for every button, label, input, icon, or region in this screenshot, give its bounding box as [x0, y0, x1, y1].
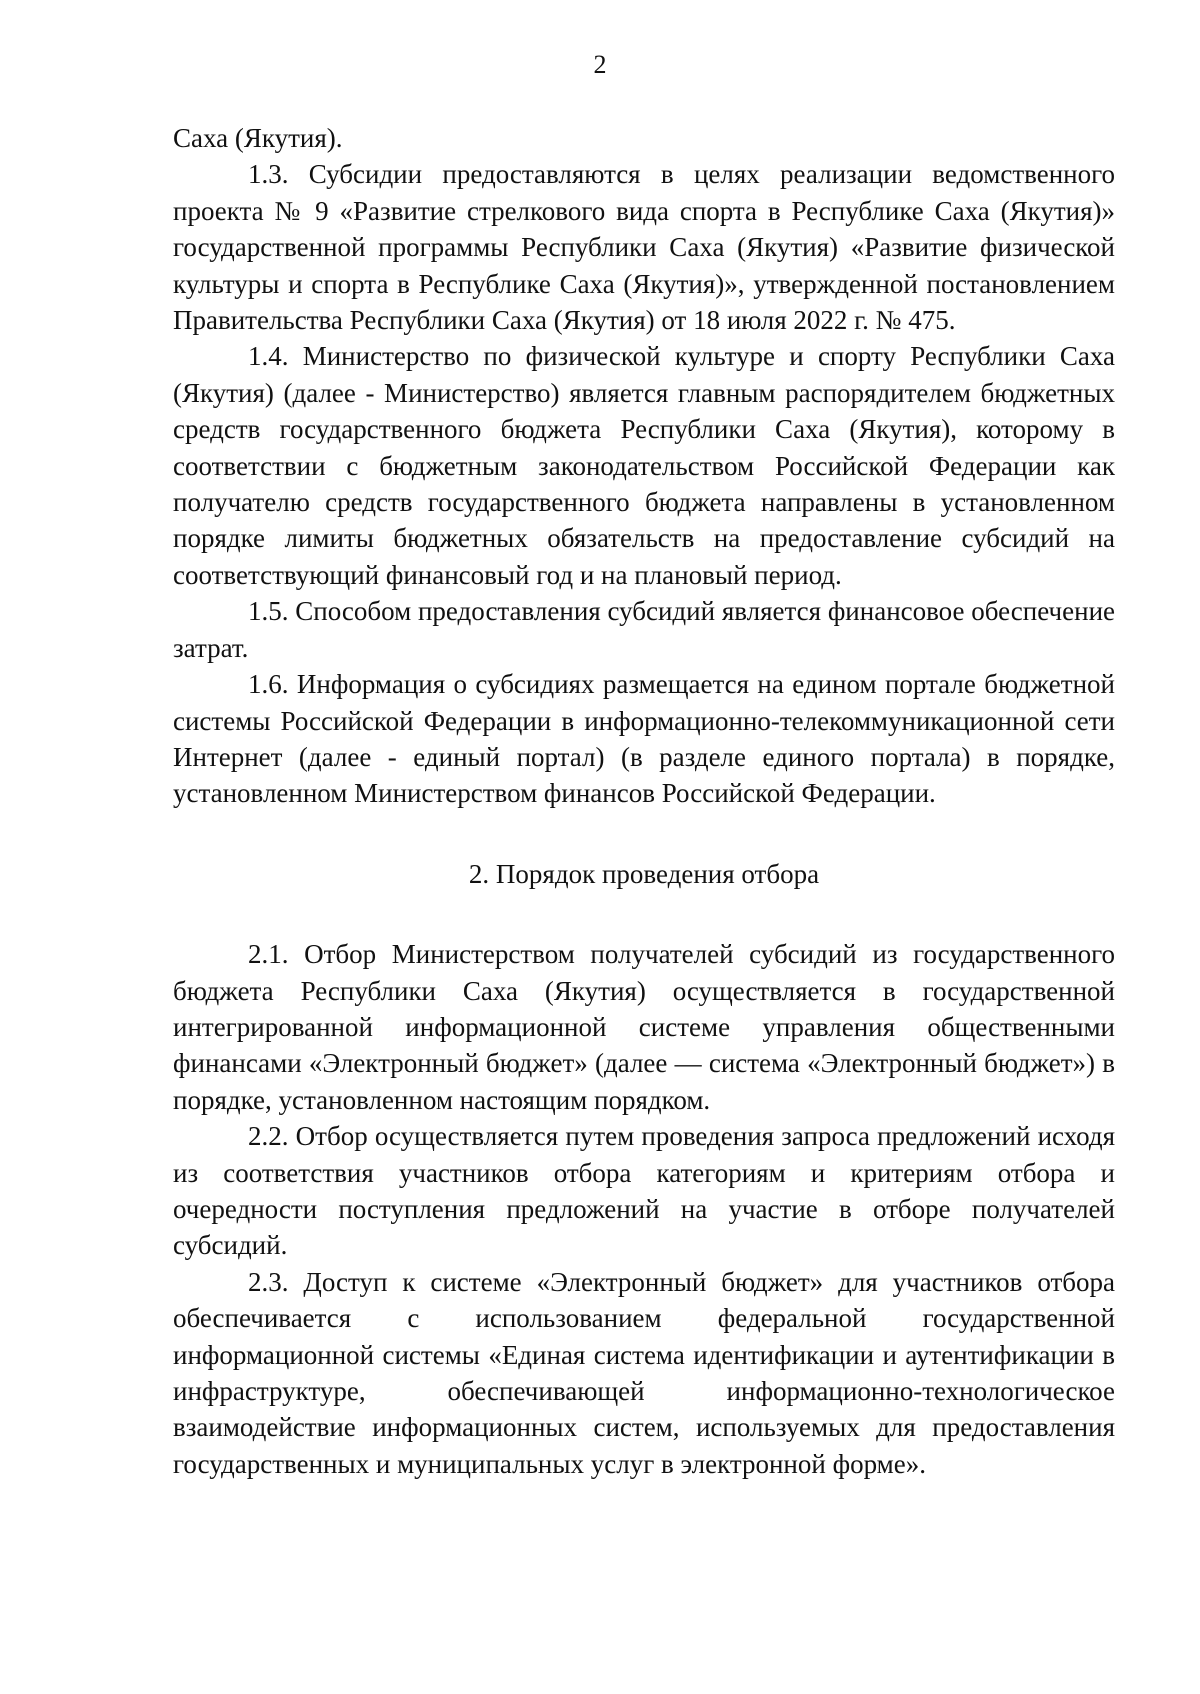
paragraph-1-4: 1.4. Министерство по физической культуре и спорту Республики Саха (Якутия) (далее - Министерство) является главным распорядителем бюджетных средств государственного бюджета Республики Саха (Якутия), которому в соответствии с бюджетным законодательством Российской Федерации как получателю средств государственного бюджета направлены в установленном порядке лимиты бюджетных обязательств на предоставление субсидий на соответствующий финансовый год и на плановый период. — [173, 341, 1115, 590]
paragraph-1-5: 1.5. Способом предоставления субсидий является финансовое обеспечение затрат. — [173, 596, 1115, 663]
paragraph-2-1: 2.1. Отбор Министерством получателей субсидий из государственного бюджета Республики Саха (Якутия) осуществляется в государственной интегрированной информационной системе управления общественными финансами «Электронный бюджет» (далее — система «Электронный бюджет») в порядке, установленном настоящим порядком. — [173, 939, 1115, 1115]
paragraph-2-2: 2.2. Отбор осуществляется путем проведения запроса предложений исходя из соответствия участников отбора категориям и критериям отбора и очередности поступления предложений на участие в отборе получателей субсидий. — [173, 1121, 1115, 1261]
paragraph-1-3: 1.3. Субсидии предоставляются в целях реализации ведомственного проекта № 9 «Развитие стрелкового вида спорта в Республике Саха (Якутия)» государственной программы Республики Саха (Якутия) «Развитие физической культуры и спорта в Республике Саха (Якутия)», утвержденной постановлением Правительства Республики Саха (Якутия) от 18 июля 2022 г. № 475. — [173, 159, 1115, 336]
document-body — [173, 120, 1115, 1482]
paragraph-continuation: Саха (Якутия). — [173, 123, 343, 153]
paragraph-1-6: 1.6. Информация о субсидиях размещается на едином портале бюджетной системы Российской Федерации в информационно-телекоммуникационной сети Интернет (далее - единый портал) (в разделе единого портала) в порядке, установленном Министерством финансов Российской Федерации. — [173, 669, 1115, 809]
section-heading: 2. Порядок проведения отбора — [468, 858, 820, 889]
page-number: 2 — [593, 50, 607, 79]
paragraph-2-3: 2.3. Доступ к системе «Электронный бюджет» для участников отбора обеспечивается с использованием федеральной государственной информационной системы «Единая система идентификации и аутентификации в инфраструктуре, обеспечивающей информационно-технологическое взаимодействие информационных систем, используемых для предоставления государственных и муниципальных услуг в электронной форме». — [173, 1266, 1115, 1479]
